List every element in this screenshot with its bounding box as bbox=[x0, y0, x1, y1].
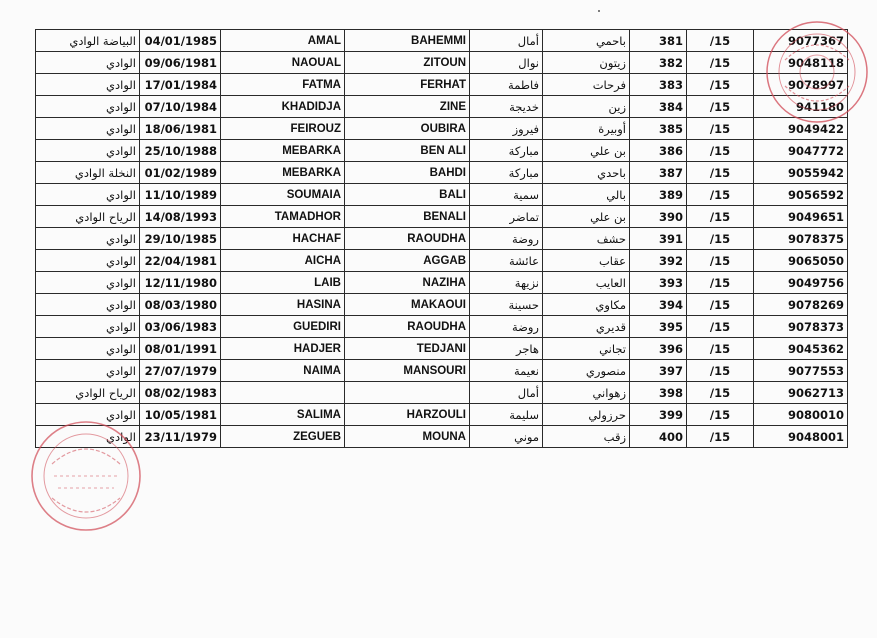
table-row bbox=[36, 426, 848, 448]
last-name-latin-cell: MAKAOUI bbox=[345, 294, 470, 316]
last-name-latin-cell: BAHEMMI bbox=[345, 30, 470, 52]
birthplace-cell: الوادي bbox=[36, 272, 140, 294]
wilaya-code-cell: /15 bbox=[687, 250, 754, 272]
birth-date-cell: 10/05/1981 bbox=[140, 404, 221, 426]
birthplace-cell: الوادي bbox=[36, 250, 140, 272]
serial-number-cell: 387 bbox=[630, 162, 687, 184]
first-name-latin-cell: HACHAF bbox=[221, 228, 345, 250]
last-name-latin-cell: OUBIRA bbox=[345, 118, 470, 140]
serial-number-cell: 400 bbox=[630, 426, 687, 448]
last-name-arabic-cell: باحدي bbox=[543, 162, 630, 184]
first-name-arabic-cell: فاطمة bbox=[470, 74, 543, 96]
last-name-arabic-cell: أوبيرة bbox=[543, 118, 630, 140]
birth-date-cell: 08/03/1980 bbox=[140, 294, 221, 316]
birth-date-cell: 27/07/1979 bbox=[140, 360, 221, 382]
table-row bbox=[36, 96, 848, 118]
serial-number-cell: 385 bbox=[630, 118, 687, 140]
serial-number-cell: 399 bbox=[630, 404, 687, 426]
first-name-latin-cell: NAOUAL bbox=[221, 52, 345, 74]
birth-date-cell: 12/11/1980 bbox=[140, 272, 221, 294]
last-name-arabic-cell: زقب bbox=[543, 426, 630, 448]
wilaya-code-cell: /15 bbox=[687, 206, 754, 228]
last-name-latin-cell: TEDJANI bbox=[345, 338, 470, 360]
registration-number-cell: 9077553 bbox=[754, 360, 848, 382]
first-name-arabic-cell: نزيهة bbox=[470, 272, 543, 294]
birthplace-cell: الوادي bbox=[36, 52, 140, 74]
table-row bbox=[36, 184, 848, 206]
birth-date-cell: 08/02/1983 bbox=[140, 382, 221, 404]
serial-number-cell: 397 bbox=[630, 360, 687, 382]
first-name-latin-cell: FATMA bbox=[221, 74, 345, 96]
birth-date-cell: 29/10/1985 bbox=[140, 228, 221, 250]
birthplace-cell: الوادي bbox=[36, 360, 140, 382]
first-name-latin-cell: TAMADHOR bbox=[221, 206, 345, 228]
last-name-arabic-cell: زيتون bbox=[543, 52, 630, 74]
table-body bbox=[36, 30, 848, 448]
table-row bbox=[36, 294, 848, 316]
table-row bbox=[36, 30, 848, 52]
first-name-arabic-cell: حسينة bbox=[470, 294, 543, 316]
birth-date-cell: 01/02/1989 bbox=[140, 162, 221, 184]
birthplace-cell: الرياح الوادي bbox=[36, 206, 140, 228]
last-name-arabic-cell: زهواني bbox=[543, 382, 630, 404]
last-name-arabic-cell: حشف bbox=[543, 228, 630, 250]
last-name-latin-cell: BALI bbox=[345, 184, 470, 206]
registration-number-cell: 9048118 bbox=[754, 52, 848, 74]
registration-number-cell: 9078269 bbox=[754, 294, 848, 316]
last-name-arabic-cell: فرحات bbox=[543, 74, 630, 96]
birth-date-cell: 07/10/1984 bbox=[140, 96, 221, 118]
table-row bbox=[36, 338, 848, 360]
first-name-arabic-cell: خديجة bbox=[470, 96, 543, 118]
last-name-latin-cell: FERHAT bbox=[345, 74, 470, 96]
last-name-latin-cell: RAOUDHA bbox=[345, 316, 470, 338]
birthplace-cell: الرياح الوادي bbox=[36, 382, 140, 404]
table-row bbox=[36, 162, 848, 184]
first-name-arabic-cell: نعيمة bbox=[470, 360, 543, 382]
table-row bbox=[36, 74, 848, 96]
wilaya-code-cell: /15 bbox=[687, 316, 754, 338]
birthplace-cell: الوادي bbox=[36, 184, 140, 206]
birth-date-cell: 14/08/1993 bbox=[140, 206, 221, 228]
wilaya-code-cell: /15 bbox=[687, 360, 754, 382]
wilaya-code-cell: /15 bbox=[687, 30, 754, 52]
registration-number-cell: 9049422 bbox=[754, 118, 848, 140]
table-row bbox=[36, 118, 848, 140]
first-name-arabic-cell: أمال bbox=[470, 382, 543, 404]
last-name-arabic-cell: باحمي bbox=[543, 30, 630, 52]
registration-number-cell: 9049651 bbox=[754, 206, 848, 228]
birth-date-cell: 04/01/1985 bbox=[140, 30, 221, 52]
last-name-latin-cell: RAOUDHA bbox=[345, 228, 470, 250]
first-name-latin-cell: SALIMA bbox=[221, 404, 345, 426]
birthplace-cell: الوادي bbox=[36, 316, 140, 338]
first-name-latin-cell: AICHA bbox=[221, 250, 345, 272]
first-name-arabic-cell: أمال bbox=[470, 30, 543, 52]
registration-number-cell: 9055942 bbox=[754, 162, 848, 184]
last-name-latin-cell bbox=[345, 382, 470, 404]
registration-number-cell: 9065050 bbox=[754, 250, 848, 272]
serial-number-cell: 398 bbox=[630, 382, 687, 404]
first-name-arabic-cell: روضة bbox=[470, 316, 543, 338]
serial-number-cell: 389 bbox=[630, 184, 687, 206]
wilaya-code-cell: /15 bbox=[687, 162, 754, 184]
last-name-latin-cell: ZITOUN bbox=[345, 52, 470, 74]
first-name-arabic-cell: مباركة bbox=[470, 140, 543, 162]
first-name-arabic-cell: سمية bbox=[470, 184, 543, 206]
birth-date-cell: 23/11/1979 bbox=[140, 426, 221, 448]
scan-speck bbox=[598, 10, 600, 12]
table-row bbox=[36, 404, 848, 426]
serial-number-cell: 381 bbox=[630, 30, 687, 52]
last-name-arabic-cell: بن علي bbox=[543, 140, 630, 162]
registration-number-cell: 9078997 bbox=[754, 74, 848, 96]
serial-number-cell: 384 bbox=[630, 96, 687, 118]
table-row bbox=[36, 250, 848, 272]
table-row bbox=[36, 228, 848, 250]
last-name-arabic-cell: قديري bbox=[543, 316, 630, 338]
wilaya-code-cell: /15 bbox=[687, 294, 754, 316]
first-name-arabic-cell: عائشة bbox=[470, 250, 543, 272]
table-row bbox=[36, 360, 848, 382]
birthplace-cell: النخلة الوادي bbox=[36, 162, 140, 184]
first-name-arabic-cell: مباركة bbox=[470, 162, 543, 184]
registration-number-cell: 9080010 bbox=[754, 404, 848, 426]
table-row bbox=[36, 52, 848, 74]
first-name-latin-cell: MEBARKA bbox=[221, 162, 345, 184]
last-name-arabic-cell: تجاني bbox=[543, 338, 630, 360]
last-name-latin-cell: ZINE bbox=[345, 96, 470, 118]
table-row bbox=[36, 272, 848, 294]
registration-number-cell: 9078373 bbox=[754, 316, 848, 338]
wilaya-code-cell: /15 bbox=[687, 404, 754, 426]
first-name-arabic-cell: سليمة bbox=[470, 404, 543, 426]
last-name-latin-cell: MANSOURI bbox=[345, 360, 470, 382]
last-name-latin-cell: BEN ALI bbox=[345, 140, 470, 162]
birthplace-cell: الوادي bbox=[36, 74, 140, 96]
serial-number-cell: 383 bbox=[630, 74, 687, 96]
wilaya-code-cell: /15 bbox=[687, 184, 754, 206]
first-name-arabic-cell: موني bbox=[470, 426, 543, 448]
birth-date-cell: 08/01/1991 bbox=[140, 338, 221, 360]
table-row bbox=[36, 316, 848, 338]
wilaya-code-cell: /15 bbox=[687, 272, 754, 294]
first-name-arabic-cell: هاجر bbox=[470, 338, 543, 360]
birthplace-cell: الوادي bbox=[36, 140, 140, 162]
table-row bbox=[36, 382, 848, 404]
last-name-latin-cell: NAZIHA bbox=[345, 272, 470, 294]
serial-number-cell: 393 bbox=[630, 272, 687, 294]
wilaya-code-cell: /15 bbox=[687, 338, 754, 360]
birthplace-cell: الوادي bbox=[36, 426, 140, 448]
last-name-latin-cell: BENALI bbox=[345, 206, 470, 228]
first-name-latin-cell: AMAL bbox=[221, 30, 345, 52]
serial-number-cell: 395 bbox=[630, 316, 687, 338]
birth-date-cell: 11/10/1989 bbox=[140, 184, 221, 206]
birthplace-cell: الوادي bbox=[36, 228, 140, 250]
birth-date-cell: 18/06/1981 bbox=[140, 118, 221, 140]
first-name-latin-cell: MEBARKA bbox=[221, 140, 345, 162]
registration-number-cell: 9062713 bbox=[754, 382, 848, 404]
registration-number-cell: 9056592 bbox=[754, 184, 848, 206]
serial-number-cell: 396 bbox=[630, 338, 687, 360]
wilaya-code-cell: /15 bbox=[687, 118, 754, 140]
birthplace-cell: الوادي bbox=[36, 338, 140, 360]
registration-number-cell: 941180 bbox=[754, 96, 848, 118]
last-name-arabic-cell: بن علي bbox=[543, 206, 630, 228]
serial-number-cell: 392 bbox=[630, 250, 687, 272]
wilaya-code-cell: /15 bbox=[687, 382, 754, 404]
registration-number-cell: 9078375 bbox=[754, 228, 848, 250]
first-name-latin-cell: LAIB bbox=[221, 272, 345, 294]
birthplace-cell: البياضة الوادي bbox=[36, 30, 140, 52]
birth-date-cell: 03/06/1983 bbox=[140, 316, 221, 338]
wilaya-code-cell: /15 bbox=[687, 52, 754, 74]
last-name-latin-cell: BAHDI bbox=[345, 162, 470, 184]
birth-date-cell: 25/10/1988 bbox=[140, 140, 221, 162]
wilaya-code-cell: /15 bbox=[687, 140, 754, 162]
last-name-latin-cell: HARZOULI bbox=[345, 404, 470, 426]
registration-number-cell: 9049756 bbox=[754, 272, 848, 294]
last-name-latin-cell: MOUNA bbox=[345, 426, 470, 448]
registration-number-cell: 9045362 bbox=[754, 338, 848, 360]
serial-number-cell: 390 bbox=[630, 206, 687, 228]
serial-number-cell: 386 bbox=[630, 140, 687, 162]
first-name-latin-cell: HADJER bbox=[221, 338, 345, 360]
registration-number-cell: 9077367 bbox=[754, 30, 848, 52]
first-name-latin-cell: KHADIDJA bbox=[221, 96, 345, 118]
first-name-arabic-cell: روضة bbox=[470, 228, 543, 250]
last-name-arabic-cell: بالي bbox=[543, 184, 630, 206]
first-name-arabic-cell: فيروز bbox=[470, 118, 543, 140]
birth-date-cell: 09/06/1981 bbox=[140, 52, 221, 74]
first-name-arabic-cell: تماضر bbox=[470, 206, 543, 228]
first-name-latin-cell: SOUMAIA bbox=[221, 184, 345, 206]
first-name-latin-cell: FEIROUZ bbox=[221, 118, 345, 140]
candidate-list-table bbox=[35, 29, 848, 448]
last-name-arabic-cell: مكاوي bbox=[543, 294, 630, 316]
first-name-latin-cell: ZEGUEB bbox=[221, 426, 345, 448]
birthplace-cell: الوادي bbox=[36, 294, 140, 316]
first-name-arabic-cell: نوال bbox=[470, 52, 543, 74]
first-name-latin-cell: GUEDIRI bbox=[221, 316, 345, 338]
last-name-arabic-cell: حرزولي bbox=[543, 404, 630, 426]
birthplace-cell: الوادي bbox=[36, 118, 140, 140]
registration-number-cell: 9047772 bbox=[754, 140, 848, 162]
birthplace-cell: الوادي bbox=[36, 96, 140, 118]
last-name-arabic-cell: منصوري bbox=[543, 360, 630, 382]
table-row bbox=[36, 206, 848, 228]
last-name-arabic-cell: زين bbox=[543, 96, 630, 118]
serial-number-cell: 394 bbox=[630, 294, 687, 316]
birth-date-cell: 22/04/1981 bbox=[140, 250, 221, 272]
wilaya-code-cell: /15 bbox=[687, 228, 754, 250]
first-name-latin-cell: HASINA bbox=[221, 294, 345, 316]
wilaya-code-cell: /15 bbox=[687, 96, 754, 118]
serial-number-cell: 382 bbox=[630, 52, 687, 74]
wilaya-code-cell: /15 bbox=[687, 74, 754, 96]
table-row bbox=[36, 140, 848, 162]
last-name-arabic-cell: عقاب bbox=[543, 250, 630, 272]
birth-date-cell: 17/01/1984 bbox=[140, 74, 221, 96]
first-name-latin-cell: NAIMA bbox=[221, 360, 345, 382]
first-name-latin-cell bbox=[221, 382, 345, 404]
last-name-latin-cell: AGGAB bbox=[345, 250, 470, 272]
birthplace-cell: الوادي bbox=[36, 404, 140, 426]
wilaya-code-cell: /15 bbox=[687, 426, 754, 448]
last-name-arabic-cell: العايب bbox=[543, 272, 630, 294]
registration-number-cell: 9048001 bbox=[754, 426, 848, 448]
serial-number-cell: 391 bbox=[630, 228, 687, 250]
